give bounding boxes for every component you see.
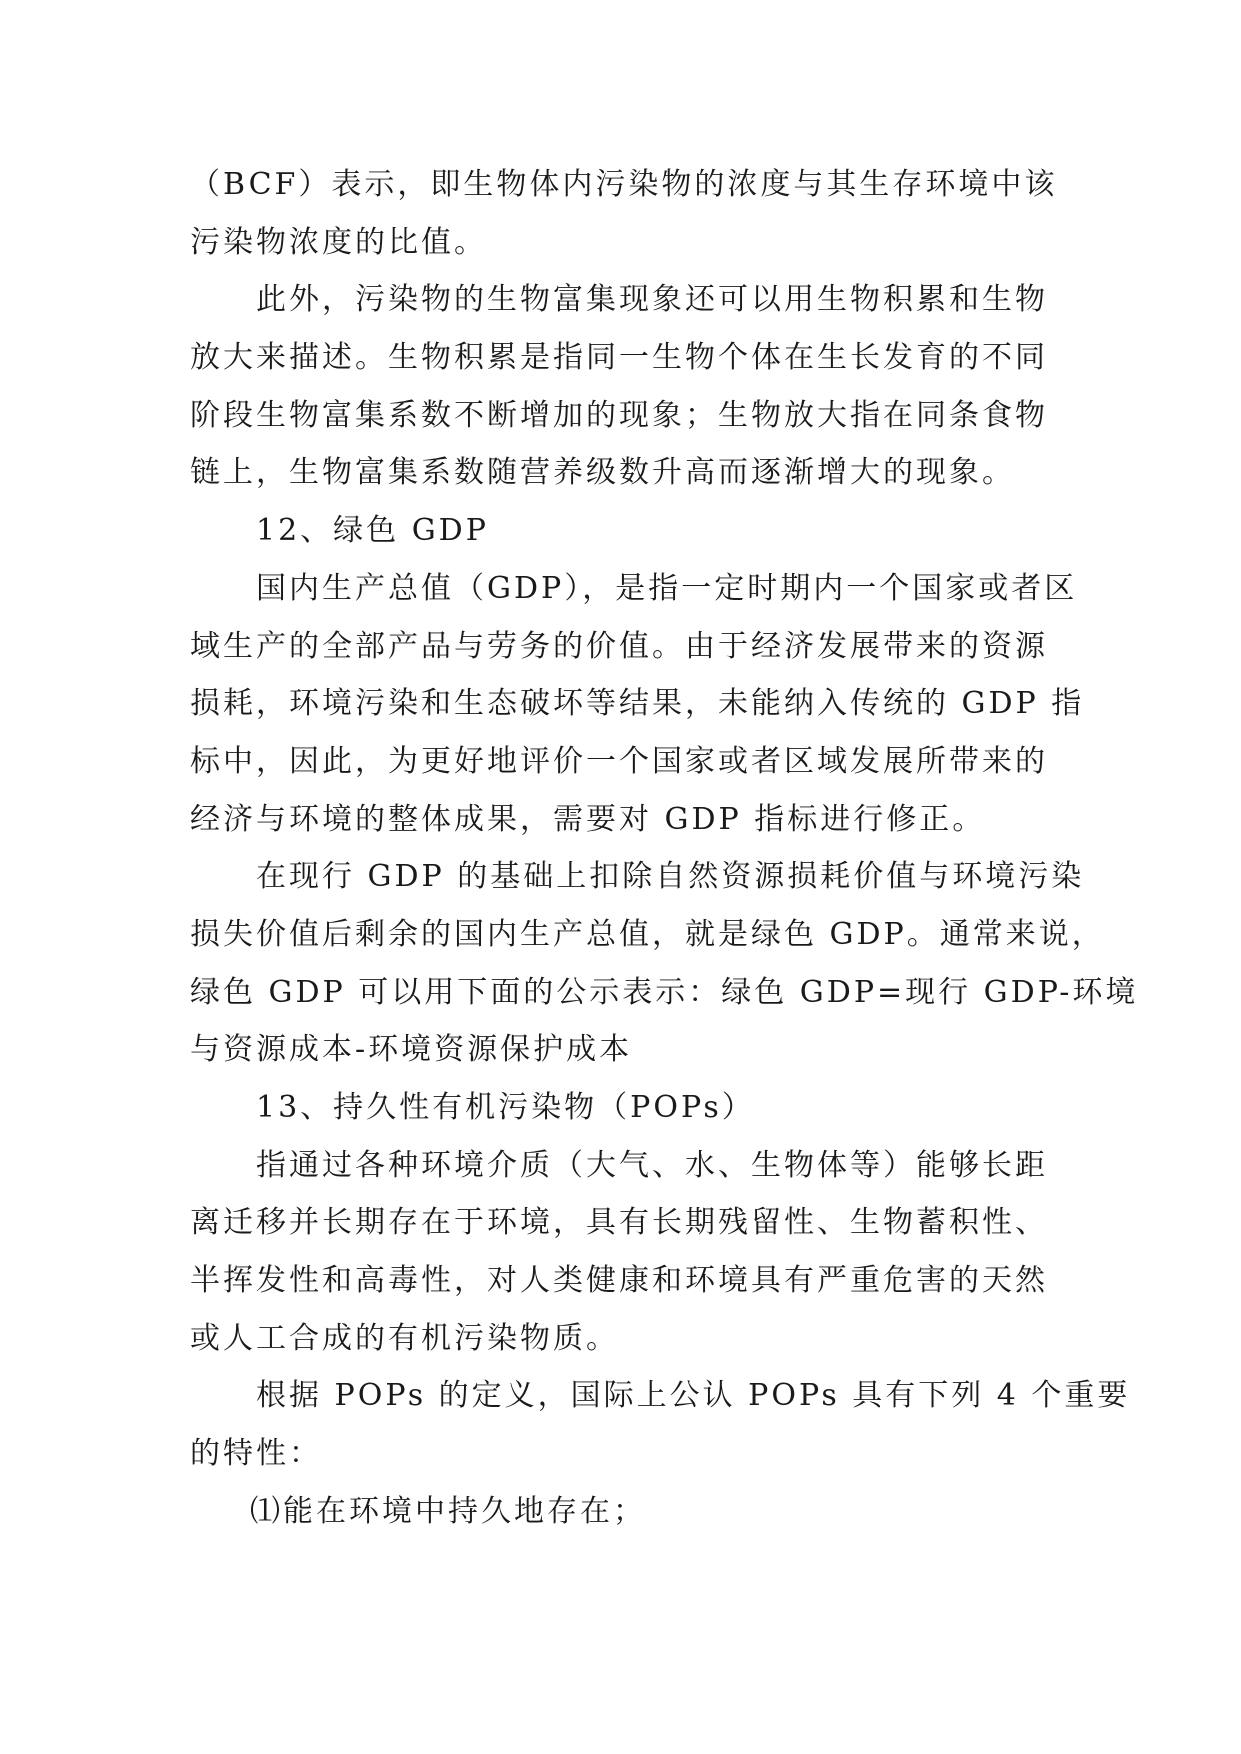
text-line: 半挥发性和高毒性，对人类健康和环境具有严重危害的天然 bbox=[190, 1263, 1048, 1299]
text-line: 与资源成本-环境资源保护成本 bbox=[190, 1032, 633, 1068]
text-line: 标中，因此，为更好地评价一个国家或者区域发展所带来的 bbox=[190, 743, 1048, 779]
list-item: ⑴能在环境中持久地存在； bbox=[250, 1493, 646, 1529]
text-line: 此外，污染物的生物富集现象还可以用生物积累和生物 bbox=[256, 282, 1048, 318]
text-line: 指通过各种环境介质（大气、水、生物体等）能够长距 bbox=[256, 1147, 1048, 1183]
text-line: 阶段生物富集系数不断增加的现象；生物放大指在同条食物 bbox=[190, 397, 1048, 433]
text-line: 放大来描述。生物积累是指同一生物个体在生长发育的不同 bbox=[190, 340, 1048, 376]
body-text bbox=[190, 156, 1139, 1541]
text-line: 在现行 GDP 的基础上扣除自然资源损耗价值与环境污染 bbox=[256, 859, 1085, 895]
text-line: 经济与环境的整体成果，需要对 GDP 指标进行修正。 bbox=[190, 801, 986, 837]
text-line: 链上，生物富集系数随营养级数升高而逐渐增大的现象。 bbox=[190, 455, 1015, 491]
section-heading-green-gdp: 12、绿色 GDP bbox=[256, 513, 489, 549]
text-line: 域生产的全部产品与劳务的价值。由于经济发展带来的资源 bbox=[190, 628, 1048, 664]
text-line: 或人工合成的有机污染物质。 bbox=[190, 1320, 619, 1356]
text-line: 的特性： bbox=[190, 1436, 322, 1472]
text-line: 根据 POPs 的定义，国际上公认 POPs 具有下列 4 个重要 bbox=[256, 1378, 1131, 1414]
text-line: 绿色 GDP 可以用下面的公示表示：绿色 GDP=现行 GDP-环境 bbox=[190, 974, 1139, 1010]
text-line: 损失价值后剩余的国内生产总值，就是绿色 GDP。通常来说， bbox=[190, 916, 1105, 952]
text-line: （BCF）表示，即生物体内污染物的浓度与其生存环境中该 bbox=[190, 167, 1058, 202]
section-heading-pops: 13、持久性有机污染物（POPs） bbox=[256, 1090, 755, 1125]
text-line: 离迁移并长期存在于环境，具有长期残留性、生物蓄积性、 bbox=[190, 1205, 1048, 1241]
text-line: 污染物浓度的比值。 bbox=[190, 224, 487, 260]
text-line: 国内生产总值（GDP），是指一定时期内一个国家或者区 bbox=[256, 570, 1078, 606]
text-line: 损耗，环境污染和生态破坏等结果，未能纳入传统的 GDP 指 bbox=[190, 686, 1085, 722]
